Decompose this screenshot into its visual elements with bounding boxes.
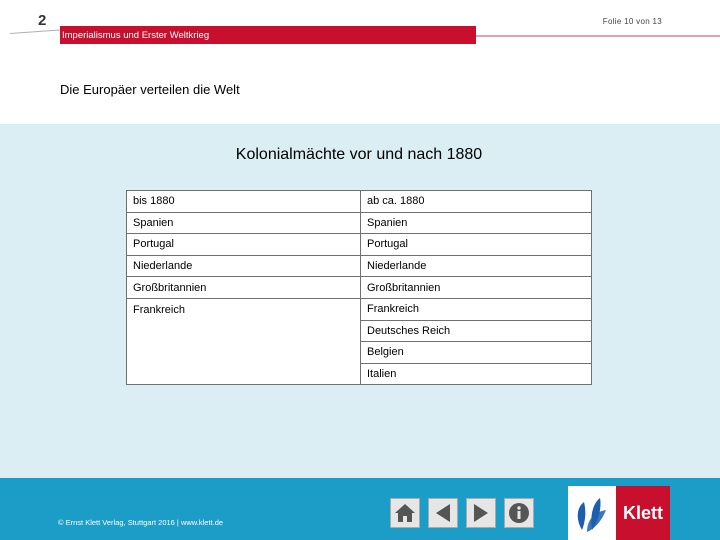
logo-text: Klett	[616, 486, 670, 540]
table-cell: Belgien	[361, 342, 592, 364]
header-divider	[10, 30, 60, 34]
table-header-row	[127, 191, 592, 213]
footer	[0, 478, 720, 540]
table-cell: Spanien	[127, 212, 361, 234]
forward-arrow-icon	[470, 502, 492, 524]
forward-button[interactable]	[466, 498, 496, 528]
table-cell	[127, 363, 361, 385]
page-subtitle: Die Europäer verteilen die Welt	[60, 82, 240, 97]
topic-bar	[60, 26, 476, 44]
page-title: Kolonialmächte vor und nach 1880	[235, 146, 483, 163]
table-cell: Spanien	[361, 212, 592, 234]
table-cell: Niederlande	[361, 255, 592, 277]
table-cell: Großbritannien	[361, 277, 592, 299]
table-row	[127, 277, 592, 299]
slide-counter: Folie 10 von 13	[602, 17, 662, 26]
content-panel	[0, 124, 720, 478]
table-cell	[127, 320, 361, 342]
table-row	[127, 298, 592, 320]
table-row	[127, 363, 592, 385]
clover-logo-icon	[572, 490, 612, 536]
home-button[interactable]	[390, 498, 420, 528]
table-row	[127, 234, 592, 256]
table-row	[127, 255, 592, 277]
klett-logo[interactable]	[568, 486, 670, 540]
home-icon	[393, 502, 417, 524]
table-cell: Großbritannien	[127, 277, 361, 299]
table-row	[127, 212, 592, 234]
table-cell: Frankreich	[127, 298, 361, 320]
back-arrow-icon	[432, 502, 454, 524]
table-cell: Niederlande	[127, 255, 361, 277]
copyright: © Ernst Klett Verlag, Stuttgart 2016 | www.klett.de	[58, 518, 224, 527]
table-cell: Deutsches Reich	[361, 320, 592, 342]
table-cell: Portugal	[127, 234, 361, 256]
column-header: bis 1880	[127, 191, 361, 213]
info-button[interactable]	[504, 498, 534, 528]
table-row	[127, 320, 592, 342]
column-header: ab ca. 1880	[361, 191, 592, 213]
colonial-powers-table	[126, 190, 592, 385]
table-cell: Portugal	[361, 234, 592, 256]
topic-bar-line	[476, 35, 720, 37]
table-row	[127, 342, 592, 364]
chapter-number: 2	[38, 12, 47, 29]
back-button[interactable]	[428, 498, 458, 528]
table-cell: Frankreich	[361, 298, 592, 320]
info-icon	[508, 502, 530, 524]
table-cell: Italien	[361, 363, 592, 385]
topic-title: Imperialismus und Erster Weltkrieg	[62, 30, 210, 41]
table-cell	[127, 342, 361, 364]
